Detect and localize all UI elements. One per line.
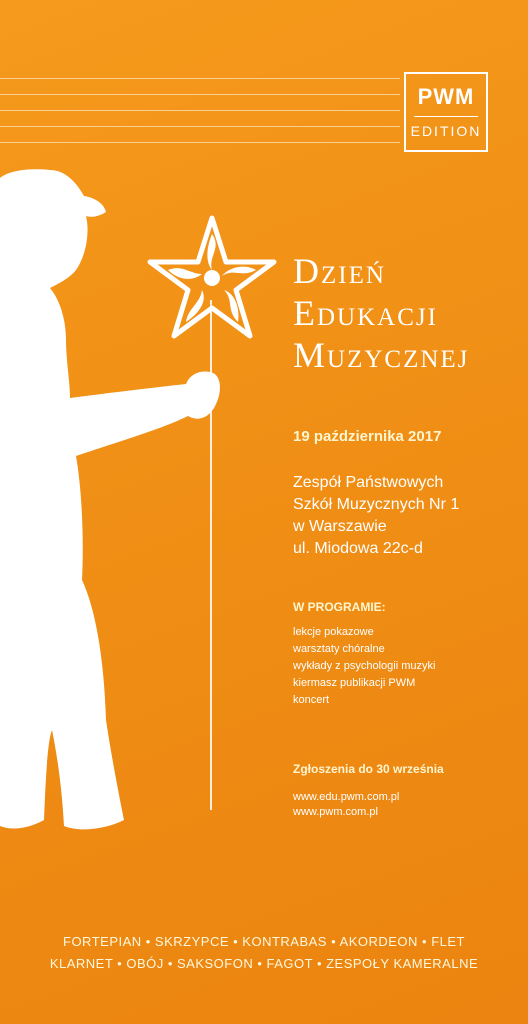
logo-brand: PWM — [417, 84, 475, 109]
instruments-line-1: FORTEPIAN • SKRZYPCE • KONTRABAS • AKORDEON • FLET — [63, 934, 465, 949]
pinwheel-stick — [210, 300, 212, 810]
title-line-1: Dzień — [293, 251, 386, 291]
venue-line-1: Zespół Państwowych — [293, 474, 444, 491]
logo-divider — [414, 116, 478, 117]
event-date: 19 października 2017 — [293, 428, 442, 445]
venue-line-2: Szkół Muzycznych Nr 1 — [293, 496, 460, 513]
program-item: koncert — [293, 694, 330, 706]
website-link[interactable]: www.edu.pwm.com.pl — [293, 791, 400, 803]
program-item: lekcje pokazowe — [293, 626, 374, 638]
venue-line-3: w Warszawie — [293, 518, 387, 535]
program-list — [293, 624, 435, 709]
staff-line — [0, 126, 400, 127]
program-item: kiermasz publikacji PWM — [293, 677, 416, 689]
pwm-edition-logo — [404, 72, 488, 152]
website-links — [293, 790, 399, 820]
website-link[interactable]: www.pwm.com.pl — [293, 806, 378, 818]
registration-deadline: Zgłoszenia do 30 września — [293, 762, 444, 776]
staff-line — [0, 78, 400, 79]
pinwheel-star-icon — [138, 214, 278, 344]
title-line-2: Edukacji — [293, 293, 438, 333]
title-line-3: Muzycznej — [293, 335, 470, 375]
event-title — [293, 250, 469, 376]
staff-line — [0, 110, 400, 111]
program-heading: W PROGRAMIE: — [293, 600, 386, 614]
venue-line-4: ul. Miodowa 22c-d — [293, 540, 423, 557]
staff-line — [0, 142, 400, 143]
venue-address — [293, 472, 459, 560]
instruments-line-2: KLARNET • OBÓJ • SAKSOFON • FAGOT • ZESPOŁY KAMERALNE — [49, 956, 479, 971]
program-item: warsztaty chóralne — [293, 643, 385, 655]
program-item: wykłady z psychologii muzyki — [293, 660, 436, 672]
logo-subtitle: EDITION — [410, 123, 482, 139]
staff-line — [0, 94, 400, 95]
